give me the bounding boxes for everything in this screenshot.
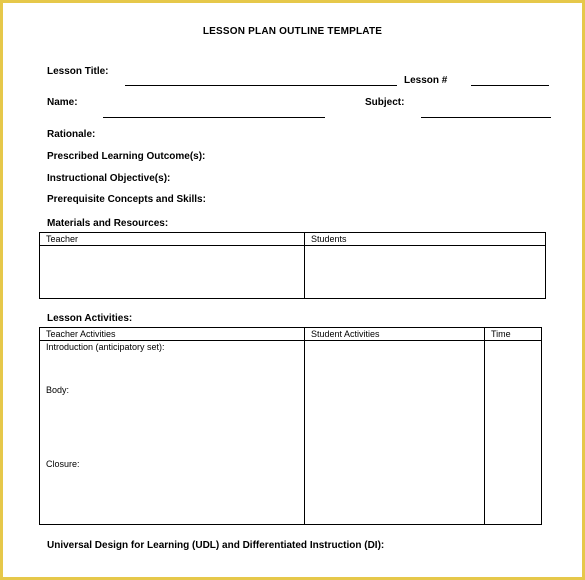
activities-header-teacher: Teacher Activities bbox=[40, 328, 305, 341]
materials-header-teacher: Teacher bbox=[40, 233, 305, 246]
materials-table-header-row bbox=[40, 233, 546, 246]
rationale-label: Rationale: bbox=[47, 129, 96, 140]
udl-label: Universal Design for Learning (UDL) and Differentiated Instruction (DI): bbox=[47, 540, 385, 551]
instructional-objectives-label: Instructional Objective(s): bbox=[47, 173, 171, 184]
lesson-title-label: Lesson Title: bbox=[47, 66, 109, 77]
student-activities-cell[interactable] bbox=[305, 341, 485, 525]
lesson-number-line[interactable] bbox=[471, 85, 549, 86]
activities-header-students: Student Activities bbox=[305, 328, 485, 341]
activities-header-time: Time bbox=[485, 328, 542, 341]
materials-table bbox=[39, 232, 546, 299]
materials-label: Materials and Resources: bbox=[47, 218, 169, 229]
phase-closure: Closure: bbox=[46, 459, 80, 469]
activities-table bbox=[39, 327, 542, 525]
name-label: Name: bbox=[47, 97, 78, 108]
phase-body: Body: bbox=[46, 385, 70, 395]
learning-outcomes-label: Prescribed Learning Outcome(s): bbox=[47, 151, 206, 162]
activities-table-row bbox=[40, 341, 542, 525]
materials-students-cell[interactable] bbox=[305, 246, 546, 299]
materials-table-row bbox=[40, 246, 546, 299]
materials-header-students: Students bbox=[305, 233, 546, 246]
subject-line[interactable] bbox=[421, 117, 551, 118]
time-cell[interactable] bbox=[485, 341, 542, 525]
subject-label: Subject: bbox=[365, 97, 405, 108]
lesson-activities-label: Lesson Activities: bbox=[47, 313, 133, 324]
prerequisites-label: Prerequisite Concepts and Skills: bbox=[47, 194, 206, 205]
name-line[interactable] bbox=[103, 117, 325, 118]
teacher-activities-cell[interactable] bbox=[40, 341, 305, 525]
document-title: LESSON PLAN OUTLINE TEMPLATE bbox=[202, 26, 383, 37]
lesson-title-line[interactable] bbox=[125, 85, 397, 86]
materials-teacher-cell[interactable] bbox=[40, 246, 305, 299]
activities-table-header-row bbox=[40, 328, 542, 341]
teacher-activities-content bbox=[46, 341, 304, 524]
lesson-number-label: Lesson # bbox=[404, 75, 448, 86]
phase-introduction: Introduction (anticipatory set): bbox=[46, 342, 165, 352]
